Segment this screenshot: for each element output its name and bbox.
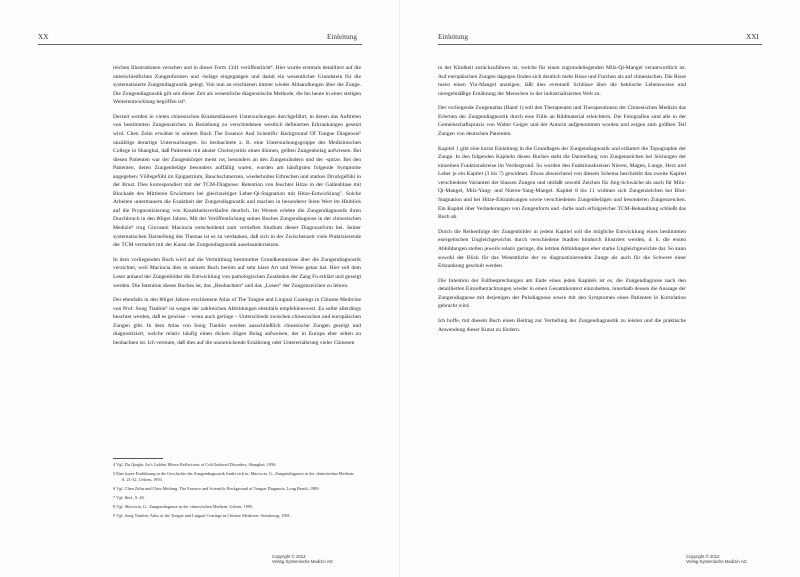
paragraph: In dem vorliegenden Buch wird auf die Vermittlung bestimmter Grundkenntnisse über die Zungendiagnostik verzichtet, weil Maciocia dies in seinem Buch bereits auf sehr klare Art und Weise getan hat. Hier soll dem Leser anhand der Zungenbilder die Entwicklung von pathologischen Zuständen der Zang Fu erklärt und gezeigt werden. Die Intention dieses Buches ist, das „Beobachten“ und das „Lesen“ der Zungenzeichen zu lehren. — [113, 256, 361, 289]
footnotes — [113, 462, 356, 521]
copyright-year: Copyright © 2012 — [686, 554, 720, 559]
footnote: 7 Vgl. Ibid., S. 26. — [113, 494, 145, 500]
copyright-left — [272, 554, 333, 565]
footnote: 5 Eine kurze Einführung in die Geschichte der Zungendiagnostik findet sich in: Maciocia, G.: Zungendiagnose in der chinesischen Medizin, S. 21-32, Uelzen, 1993. — [113, 470, 355, 483]
paragraph: reichen Illustrationen versehen und in dieser Form 1341 veröffentlicht⁴. Hier wurde erstmals detailliert auf die unterschiedlichen Zungenformen und -beläge eingegangen und damit ein wesentlicher Grundstein für die systematisierte Zungendiagnostik gelegt. Von nun an erschienen immer wieder Abhandlungen über die Zunge. Die Zungendiagnostik gilt seit dieser Zeit als wesentliche diagnostische Methode, die bis heute in einer stetigen Weiterentwicklung begriffen ist⁵. — [113, 65, 361, 106]
paragraph: in der Kindheit zurückzuführen ist, welche für einen zugrundeliegenden Milz-Qi-Mangel verantwortlich ist. Auf europäischen Zungen dagegen finden sich deutlich mehr Risse und Furchen als auf chinesischen. Die Risse meist einen Yin-Mangel anzeigen, läßt dies eventuell Schlüsse über die hektische Lebensweise und unregelmäßige Ernährung der Menschen in der industrialisierten Welt zu. — [438, 65, 687, 97]
paragraph: Kapitel 1 gibt eine kurze Einleitung in die Grundlagen der Zungendiagnostik und erläutert die Topographie der Zunge. In den folgenden Kapiteln dieses Buches steht die Darstellung von Zungenzeichen bei Störungen der einzelnen Funktionskreise im Vordergrund. So wurden den Funktionskreisen Nieren, Magen, Lunge, Herz und Leber je ein Kapitel (3 bis 7) gewidmet. Etwas abweichend von diesem Schema beschreibt das zweite Kapitel verschiedene Varianten der blassen Zungen und umfaßt sowohl Zeichen für Jing-Schwäche als auch für Milz-Qi-Mangel, Milz-Yang- und Nieren-Yang-Mangel. Kapitel 8 bis 11 widmen sich Zungenzeichen bei Blut-Stagnation und bei Hitze-Erkrankungen sowie verschiedenen Zungenbelägen und besonderen Zungenzeichen. Ein Kapitel über Veränderungen von Zungenform und -farbe nach erfolgreicher TCM-Behandlung schließt das Buch ab. — [438, 145, 686, 221]
footnote: 6 Vgl. Chen Zelin und Chen Meifang: The Essence and Scientific Background of Tongue Diagnosis, Long Beach, 1989. — [113, 486, 320, 492]
paragraph: Durch die Reihenfolge der Zungenbilder in jedem Kapitel soll die mögliche Entwicklung eines bestimmten energetischen Ungleichgewichts durch verschiedene Stadien hindurch illustriert werden, d. h. die ersten Abbildungen stellen jeweils relativ geringe, die letzten Abbildungen eher starke Ungleichgewichte dar. So kann sowohl der Blick für das Wesentliche der zu diagnostizierenden Zunge als auch für die Schwere einer Erkrankung geschult werden. — [438, 228, 686, 270]
footnote: 9 Vgl. Song Tianbin: Atlas of the Tongue and Lingual Coatings in Chinese Medicine, Strasbourg, 1981. — [113, 512, 291, 518]
header-rule-right — [438, 44, 762, 45]
running-head-right: Einleitung — [438, 33, 468, 41]
copyright-publisher: Verlag Systemische Medizin AG — [272, 559, 333, 565]
right-page — [400, 0, 800, 577]
body-text-left — [113, 64, 361, 354]
paragraph: Der ebenfalls in den 80iger Jahren erschienene Atlas of The Tongue and Lingual Coatings in Chinese Medicine von Prof. Song Tianbin⁹ ist wegen der zahlreichen Abbildungen ebenfalls empfehlenswert. Es sollte allerdings beachtet werden, daß es gewisse – wenn auch geringe – Unterschiede zwischen chinesischen und europäischen Zungen gibt. In dem Atlas von Song Tianbin werden ausschließlich chinesische Zungen gezeigt und diagnostiziert, welche relativ häufig einen dicken öligen Belag aufweisen, der in Europa eher selten zu beobachten ist. Ich vermute, daß dies auf die unzureichende Ernährung oder Unterernährung vieler Chinesen — [113, 297, 361, 346]
paragraph: Derzeit werden in vielen chinesischen Krankenhäusern Untersuchungen durchgeführt, in denen das Auftreten von bestimmten Zungenzeichen in Beziehung zu verschiedenen westlich definierten Erkrankungen gesetzt wird. Chen Zelin erwähnt in seinem Buch The Essence And Scientific Background Of Tongue Diagnosis⁶ unzählige derartige Untersuchungen. So beobachtete z. B. eine Untersuchungsgruppe des Medizinischen College in Shanghai, daß Patienten mit akuter Cholezystitis einen dünnen, gelben Zungenbelag aufwiesen. Bei diesen Patienten war der Zungenkörper meist rot, besonders an den Zungenrändern und der -spitze. Bei den Patienten, deren Zungenbeläge besonders auffällig waren, wurden am häufigsten folgende Symptome angegeben: Völlegefühl im Epigastrium, Bauchschmerzen, wiederholtes Erbrechen und starkes Druckgefühl in der Brust. Dies korrespondiert mit der TCM-Diagnose: Retention von feuchter Hitze in der Gallenblase mit Blockade des Mittleren Erwärmers bei gleichzeitiger Leber-Qi-Stagnation mit Hitze-Entwicklung⁷. Solche Arbeiten untermauern die Exaktheit der Zungendiagnostik und machen in besonderer ihren Wert im Hinblick auf die Prognostizierung von Krankheitsverläufen deutlich. Im Westen erlebte die Zungendiagnostik ihren Durchbruch in den 80iger Jahren. Mit der Veröffentlichung seines Buches Zungendiagnose in der chinesischen Medizin⁸ trug Giovanni Maciocia entscheidend zum vertieften Studium dieser Diagnoseform bei. Seiner systematischen Darstellung des Themas ist es zu verdanken, daß sich in der Zwischenzeit viele Praktizierende der TCM vermehrt mit der Kunst der Zungendiagnostik auseinandersetzen. — [113, 113, 361, 249]
body-text-right — [438, 64, 686, 340]
copyright-year: Copyright © 2012 — [272, 554, 306, 559]
footnote: 8 Vgl. Maciocia, G.: Zungendiagnose in der chinesischen Medizin, Uelzen, 1995. — [113, 503, 254, 509]
page-number-left: XX — [38, 33, 49, 41]
paragraph: Die Intention der Fallbesprechungen am Ende eines jeden Kapitels ist es, die Zungendiagnose nach den detaillierten Einzelbetrachtungen wieder in einen Gesamtkontext einzubetten, innerhalb dessen die Aussage der Zungendiagnose mit derjenigen der Pulsdiagnose sowie mit den Symptomen eines Patienten in Korrelation gebracht wird. — [438, 277, 686, 310]
paragraph: Ich hoffe, mit diesem Buch einen Beitrag zur Vertiefung der Zungendiagnostik zu leisten und die praktische Anwendung dieser Kunst zu fördern. — [438, 318, 686, 333]
running-head-left: Einleitung — [327, 33, 357, 41]
page-number-right: XXI — [746, 33, 759, 41]
footnote: 4 Vgl. Du Qingbi: Ao's Golden Mirror Reflections of Cold Induced Disorders, Shanghai, 1956. — [113, 462, 277, 467]
header-rule-left — [38, 44, 362, 45]
copyright-publisher: Verlag Systemische Medizin AG — [686, 559, 747, 565]
paragraph: Der vorliegende Zungenatlas (Band 1) soll den Therapeuten und Therapeutinnen der Chinesischen Medizin das Erlernen der Zungendiagnostik durch eine Fülle an Bildmaterial erleichtern. Die Fotografien sind alle in der Gemeinschaftspraxis von Walter Geiger und der Autorin aufgenommen worden und zeigen zum größten Teil Zungen von deutschen Patienten. — [438, 105, 686, 138]
copyright-right — [686, 554, 747, 565]
footnote-rule — [113, 458, 163, 459]
